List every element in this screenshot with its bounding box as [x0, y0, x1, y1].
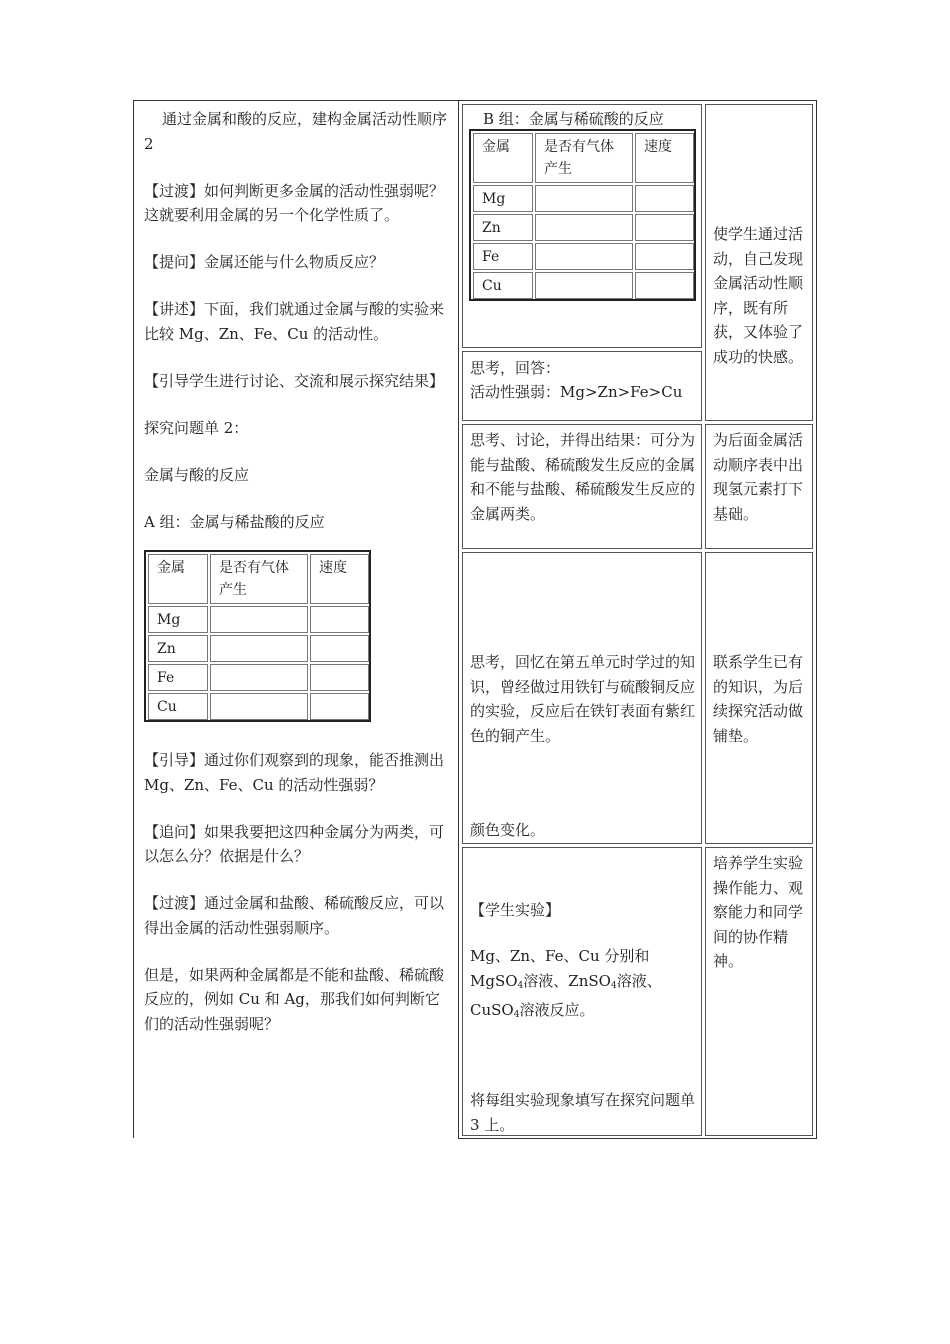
followup-text: 【追问】如果我要把这四种金属分为两类，可以怎么分？依据是什么？: [144, 822, 445, 865]
color-change-text: 颜色变化。: [470, 821, 546, 839]
purpose-text-4: 培养学生实验操作能力、观察能力和同学间的协作精神。: [713, 854, 804, 970]
explain-text: 【讲述】下面，我们就通过金属与酸的实验来比较 Mg、Zn、Fe、Cu 的活动性。: [144, 300, 445, 343]
table-b-cell: [535, 272, 633, 299]
guide-text-2: 【引导】通过你们观察到的现象，能否推测出 Mg、Zn、Fe、Cu 的活动性强弱？: [144, 751, 445, 794]
activity-order-text: 活动性强弱：Mg>Zn>Fe>Cu: [470, 383, 683, 401]
table-a-header-gas: 是否有气体产生: [210, 554, 308, 604]
purpose-cell-4: [705, 847, 813, 1136]
table-a-cell: [210, 693, 308, 720]
table-b-cell: [535, 243, 633, 270]
intro-text: 通过金属和酸的反应，建构金属活动性顺序 2: [144, 110, 448, 153]
table-b-row-fe: Fe: [473, 243, 533, 270]
table-b-cell: [535, 214, 633, 241]
guide-discuss-text: 【引导学生进行讨论、交流和展示探究结果】: [144, 371, 445, 390]
table-a-cell: [210, 664, 308, 691]
table-b-cell: [635, 214, 694, 241]
table-b-cell: [635, 185, 694, 212]
group-a-title: A 组：金属与稀盐酸的反应: [144, 512, 325, 531]
teacher-activity-column: [133, 100, 459, 1138]
table-b-cell: [635, 243, 694, 270]
purpose-cell-3: [705, 552, 813, 844]
table-a-row-fe: Fe: [148, 664, 208, 691]
recall-cell: [462, 552, 702, 844]
table-b-header-gas: 是否有气体产生: [535, 133, 633, 183]
group-b-title: B 组：金属与稀硫酸的反应: [483, 110, 664, 128]
sheet-title: 探究问题单 2：: [144, 418, 249, 437]
purpose-cell-1: [705, 104, 813, 421]
discuss-cell: [462, 424, 702, 549]
experiment-cell: [462, 847, 702, 1136]
question-text: 【提问】金属还能与什么物质反应？: [144, 253, 385, 271]
table-a-cell: [210, 606, 308, 633]
purpose-text-3: 联系学生已有的知识，为后续探究活动做铺垫。: [713, 653, 804, 745]
table-b-cell: [635, 272, 694, 299]
experiment-description: Mg、Zn、Fe、Cu 分别和 MgSO$_4$溶液、ZnSO$_4$溶液、CuSO$_4$溶液反应。: [470, 947, 662, 1020]
table-a-cell: [310, 664, 369, 691]
table-a-cell: [210, 635, 308, 662]
recall-text: 思考，回忆在第五单元时学过的知识，曾经做过用铁钉与硫酸铜反应的实验，反应后在铁钉表面有紫红色的铜产生。: [470, 653, 696, 745]
purpose-text-2: 为后面金属活动顺序表中出现氢元素打下基础。: [713, 431, 804, 523]
table-a-header-metal: 金属: [148, 554, 208, 604]
record-instruction-text: 将每组实验现象填写在探究问题单 3 上。: [470, 1091, 696, 1134]
table-a-row-cu: Cu: [148, 693, 208, 720]
topic-title: 金属与酸的反应: [144, 465, 250, 484]
transition-text-1: 【过渡】如何判断更多金属的活动性强弱呢？这就要利用金属的另一个化学性质了。: [144, 181, 445, 224]
table-b-header-metal: 金属: [473, 133, 533, 183]
table-b-row-zn: Zn: [473, 214, 533, 241]
purpose-cell-2: [705, 424, 813, 549]
table-a: [144, 550, 371, 722]
table-b-cell: [535, 185, 633, 212]
student-experiment-label: 【学生实验】: [470, 901, 561, 919]
but-text: 但是，如果两种金属都是不能和盐酸、稀硫酸反应的，例如 Cu 和 Ag，那我们如何判断它们的活动性强弱呢？: [144, 965, 445, 1033]
table-a-cell: [310, 693, 369, 720]
table-b-row-cu: Cu: [473, 272, 533, 299]
table-a-row-zn: Zn: [148, 635, 208, 662]
table-a-row-mg: Mg: [148, 606, 208, 633]
group-b-cell: [462, 104, 702, 348]
table-b: [469, 129, 696, 301]
discuss-result-text: 思考、讨论，并得出结果：可分为能与盐酸、稀硫酸发生反应的金属和不能与盐酸、稀硫酸发生反应的金属两类。: [470, 431, 696, 523]
table-a-cell: [310, 635, 369, 662]
think-answer-text: 思考，回答：: [470, 359, 561, 377]
table-b-row-mg: Mg: [473, 185, 533, 212]
purpose-text-1: 使学生通过活动，自己发现金属活动性顺序，既有所获，又体验了成功的快感。: [713, 225, 804, 366]
transition-text-2: 【过渡】通过金属和盐酸、稀硫酸反应，可以得出金属的活动性强弱顺序。: [144, 894, 445, 937]
table-b-header-speed: 速度: [635, 133, 694, 183]
answer-cell: [462, 351, 702, 421]
table-a-header-speed: 速度: [310, 554, 369, 604]
table-a-cell: [310, 606, 369, 633]
